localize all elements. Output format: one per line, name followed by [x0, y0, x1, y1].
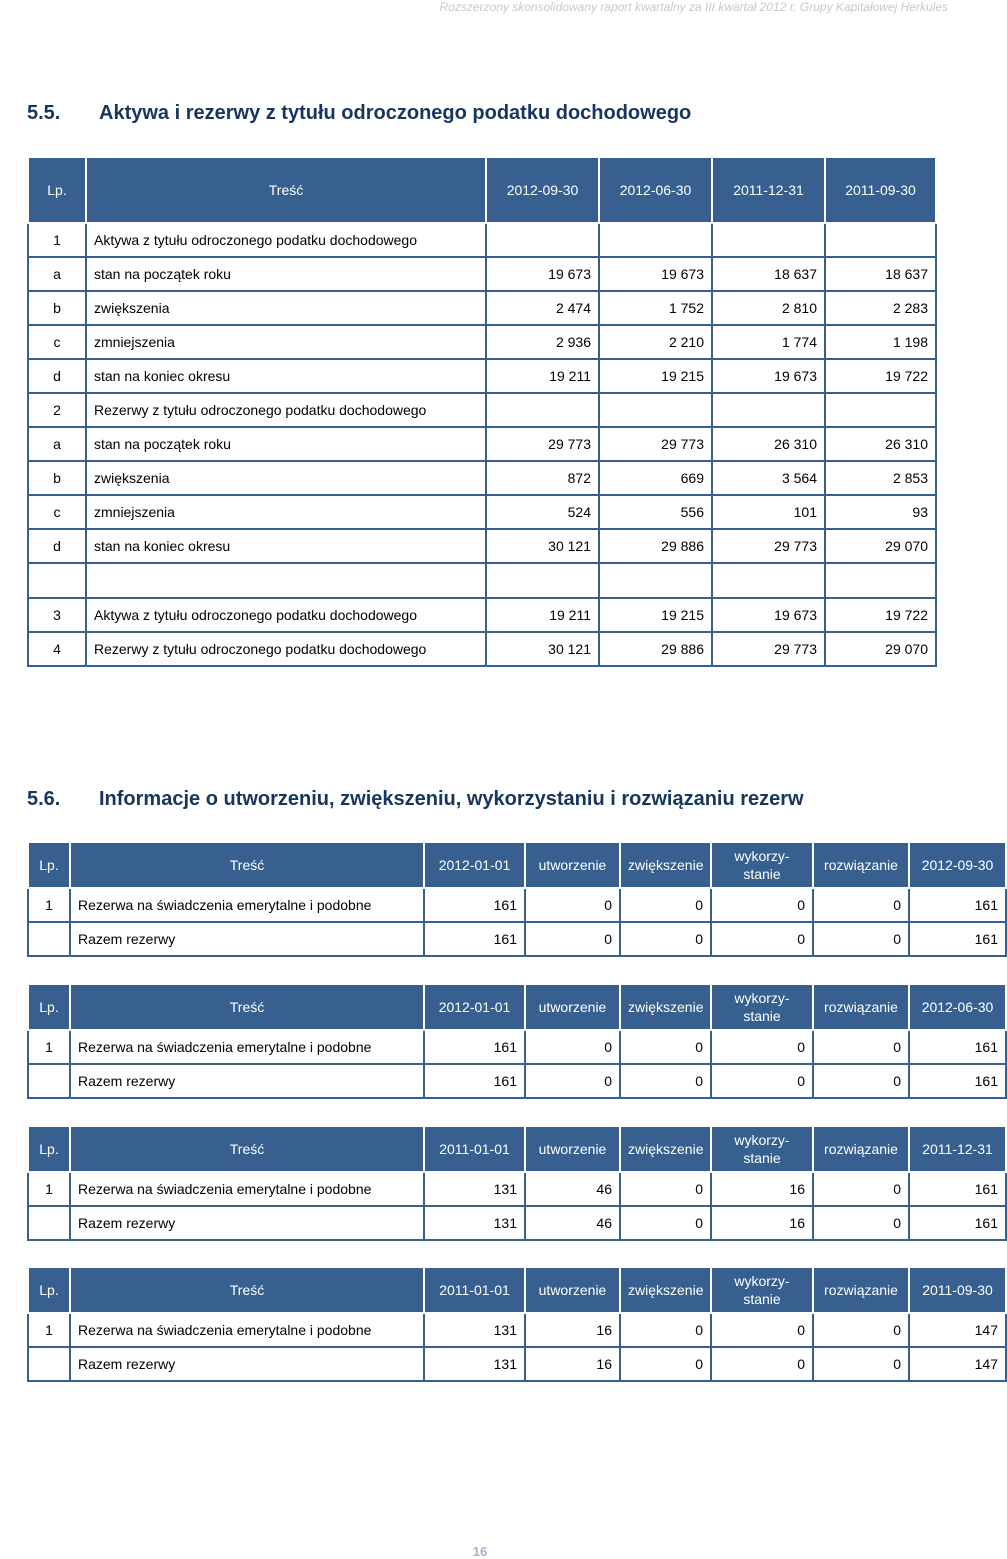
row-lp: 4 — [28, 632, 86, 666]
row-label: zwiększenia — [86, 291, 486, 325]
row-value: 2 810 — [712, 291, 825, 325]
header-cell: wykorzy-stanie — [711, 985, 813, 1030]
header-cell: rozwiązanie — [813, 1127, 909, 1172]
table-row — [28, 325, 936, 359]
row-label: stan na początek roku — [86, 427, 486, 461]
row-value: 0 — [711, 1064, 813, 1098]
row-value — [825, 223, 936, 257]
header-cell: Treść — [70, 985, 424, 1030]
row-value: 0 — [711, 1030, 813, 1064]
row-value — [486, 223, 599, 257]
row-value: 29 070 — [825, 529, 936, 563]
provisions-table — [27, 985, 1007, 1099]
header-cell: Treść — [70, 843, 424, 888]
row-label: Rezerwy z tytułu odroczonego podatku dochodowego — [86, 632, 486, 666]
header-lp: Lp. — [28, 158, 86, 223]
row-lp: d — [28, 529, 86, 563]
header-cell: Lp. — [28, 985, 70, 1030]
section-number: 5.6. — [27, 788, 61, 810]
row-value: 2 283 — [825, 291, 936, 325]
row-value: 46 — [525, 1172, 620, 1206]
table-row — [28, 427, 936, 461]
row-value: 19 211 — [486, 359, 599, 393]
row-label: stan na koniec okresu — [86, 359, 486, 393]
table-row — [28, 563, 936, 598]
header-cell: zwiększenie — [620, 985, 711, 1030]
row-value: 19 673 — [486, 257, 599, 291]
row-label: Rezerwy z tytułu odroczonego podatku dochodowego — [86, 393, 486, 427]
row-label: zmniejszenia — [86, 495, 486, 529]
row-value: 0 — [813, 1030, 909, 1064]
row-value: 147 — [909, 1347, 1006, 1381]
row-value: 0 — [813, 1064, 909, 1098]
header-cell: 2012-09-30 — [909, 843, 1006, 888]
table-row — [28, 223, 936, 257]
row-value — [712, 393, 825, 427]
row-label: Razem rezerwy — [70, 1064, 424, 1098]
row-value: 19 673 — [599, 257, 712, 291]
table-row — [28, 359, 936, 393]
row-value: 19 722 — [825, 359, 936, 393]
header-cell: zwiększenie — [620, 1127, 711, 1172]
table-header-row — [28, 158, 936, 223]
row-value: 0 — [620, 1313, 711, 1347]
row-label: Razem rezerwy — [70, 1206, 424, 1240]
header-date: 2011-12-31 — [712, 158, 825, 223]
row-value: 161 — [909, 888, 1006, 922]
row-value: 0 — [711, 1313, 813, 1347]
row-value: 131 — [424, 1313, 525, 1347]
row-lp: 2 — [28, 393, 86, 427]
row-lp: a — [28, 257, 86, 291]
row-value: 2 853 — [825, 461, 936, 495]
table-row — [28, 1347, 1006, 1381]
table-row — [28, 1172, 1006, 1206]
table-row — [28, 632, 936, 666]
table-row — [28, 495, 936, 529]
row-lp — [28, 563, 86, 598]
row-value: 0 — [813, 1206, 909, 1240]
row-value — [486, 393, 599, 427]
row-label: Rezerwa na świadczenia emerytalne i podobne — [70, 1313, 424, 1347]
row-value: 0 — [711, 888, 813, 922]
row-value: 19 215 — [599, 598, 712, 632]
header-cell: 2011-01-01 — [424, 1268, 525, 1313]
table-row — [28, 1064, 1006, 1098]
row-label: Aktywa z tytułu odroczonego podatku dochodowego — [86, 598, 486, 632]
row-label: Razem rezerwy — [70, 922, 424, 956]
row-value — [712, 563, 825, 598]
table-row — [28, 888, 1006, 922]
row-lp: b — [28, 461, 86, 495]
header-cell: utworzenie — [525, 1127, 620, 1172]
row-value: 0 — [525, 888, 620, 922]
row-value: 16 — [525, 1313, 620, 1347]
table-row — [28, 1206, 1006, 1240]
row-value: 101 — [712, 495, 825, 529]
header-cell: 2012-01-01 — [424, 843, 525, 888]
row-value: 0 — [620, 1347, 711, 1381]
row-value: 161 — [909, 1064, 1006, 1098]
header-cell: 2011-12-31 — [909, 1127, 1006, 1172]
header-cell: 2011-01-01 — [424, 1127, 525, 1172]
header-cell: wykorzy-stanie — [711, 1268, 813, 1313]
row-value: 19 722 — [825, 598, 936, 632]
row-lp: 3 — [28, 598, 86, 632]
table-header-row — [28, 843, 1006, 888]
row-value: 26 310 — [712, 427, 825, 461]
table-row — [28, 257, 936, 291]
row-value: 46 — [525, 1206, 620, 1240]
header-cell: rozwiązanie — [813, 1268, 909, 1313]
row-value: 19 215 — [599, 359, 712, 393]
row-value: 0 — [620, 1172, 711, 1206]
row-value: 3 564 — [712, 461, 825, 495]
row-lp: a — [28, 427, 86, 461]
row-value — [825, 393, 936, 427]
header-tresc: Treść — [86, 158, 486, 223]
header-cell: zwiększenie — [620, 843, 711, 888]
row-value: 1 198 — [825, 325, 936, 359]
row-value: 161 — [909, 1172, 1006, 1206]
row-value: 1 774 — [712, 325, 825, 359]
row-lp — [28, 922, 70, 956]
provisions-table — [27, 843, 1007, 957]
row-label: zmniejszenia — [86, 325, 486, 359]
page-number: 16 — [472, 1544, 488, 1559]
row-value: 18 637 — [825, 257, 936, 291]
row-lp: 1 — [28, 888, 70, 922]
row-value: 1 752 — [599, 291, 712, 325]
header-cell: 2012-01-01 — [424, 985, 525, 1030]
header-cell: rozwiązanie — [813, 843, 909, 888]
row-value: 16 — [711, 1172, 813, 1206]
row-lp: c — [28, 325, 86, 359]
row-value: 556 — [599, 495, 712, 529]
row-value: 26 310 — [825, 427, 936, 461]
row-value: 29 886 — [599, 529, 712, 563]
header-cell: wykorzy-stanie — [711, 1127, 813, 1172]
section-number: 5.5. — [27, 102, 61, 124]
row-label: Rezerwa na świadczenia emerytalne i podobne — [70, 888, 424, 922]
row-value: 0 — [620, 1064, 711, 1098]
row-label: zwiększenia — [86, 461, 486, 495]
row-lp — [28, 1206, 70, 1240]
row-label: Aktywa z tytułu odroczonego podatku dochodowego — [86, 223, 486, 257]
row-value: 0 — [525, 1064, 620, 1098]
row-value — [712, 223, 825, 257]
row-value: 2 210 — [599, 325, 712, 359]
row-lp: 1 — [28, 1313, 70, 1347]
row-value: 0 — [813, 888, 909, 922]
header-cell: 2012-06-30 — [909, 985, 1006, 1030]
row-value: 29 773 — [486, 427, 599, 461]
header-cell: Lp. — [28, 1268, 70, 1313]
row-value: 0 — [813, 1313, 909, 1347]
row-lp: d — [28, 359, 86, 393]
row-value: 0 — [813, 1172, 909, 1206]
row-value: 29 773 — [712, 632, 825, 666]
row-value: 29 070 — [825, 632, 936, 666]
row-value: 131 — [424, 1172, 525, 1206]
row-value — [599, 393, 712, 427]
row-value: 2 474 — [486, 291, 599, 325]
row-value: 0 — [525, 922, 620, 956]
row-value: 30 121 — [486, 632, 599, 666]
deferred-tax-table — [27, 158, 937, 667]
table-row — [28, 461, 936, 495]
row-value: 0 — [620, 922, 711, 956]
header-cell: Lp. — [28, 843, 70, 888]
row-value: 29 773 — [599, 427, 712, 461]
row-label: stan na początek roku — [86, 257, 486, 291]
table-row — [28, 922, 1006, 956]
row-value — [599, 223, 712, 257]
row-value: 0 — [620, 888, 711, 922]
row-value — [599, 563, 712, 598]
row-value: 147 — [909, 1313, 1006, 1347]
row-value: 161 — [424, 888, 525, 922]
row-value: 0 — [620, 1206, 711, 1240]
row-value: 2 936 — [486, 325, 599, 359]
row-value: 0 — [525, 1030, 620, 1064]
section-title-text: Informacje o utworzeniu, zwiększeniu, wykorzystaniu i rozwiązaniu rezerw — [99, 788, 804, 810]
table-row — [28, 393, 936, 427]
table-row — [28, 1313, 1006, 1347]
row-value: 16 — [525, 1347, 620, 1381]
row-value: 161 — [424, 922, 525, 956]
row-value: 0 — [711, 922, 813, 956]
row-label: Rezerwa na świadczenia emerytalne i podobne — [70, 1172, 424, 1206]
header-date: 2011-09-30 — [825, 158, 936, 223]
header-cell: Treść — [70, 1127, 424, 1172]
provisions-table — [27, 1127, 1007, 1241]
row-value: 161 — [424, 1064, 525, 1098]
row-value: 669 — [599, 461, 712, 495]
table-header-row — [28, 985, 1006, 1030]
header-cell: wykorzy-stanie — [711, 843, 813, 888]
row-value: 524 — [486, 495, 599, 529]
section-title-text: Aktywa i rezerwy z tytułu odroczonego podatku dochodowego — [99, 102, 692, 124]
row-value: 29 773 — [712, 529, 825, 563]
header-cell: zwiększenie — [620, 1268, 711, 1313]
row-value — [486, 563, 599, 598]
row-value: 19 211 — [486, 598, 599, 632]
row-value: 0 — [711, 1347, 813, 1381]
row-lp: c — [28, 495, 86, 529]
row-value: 30 121 — [486, 529, 599, 563]
header-cell: 2011-09-30 — [909, 1268, 1006, 1313]
row-value: 872 — [486, 461, 599, 495]
header-cell: utworzenie — [525, 1268, 620, 1313]
row-value: 93 — [825, 495, 936, 529]
row-value: 19 673 — [712, 598, 825, 632]
provisions-table — [27, 1268, 1007, 1382]
row-value — [825, 563, 936, 598]
row-value: 18 637 — [712, 257, 825, 291]
header-cell: rozwiązanie — [813, 985, 909, 1030]
row-value: 161 — [909, 1030, 1006, 1064]
row-value: 161 — [909, 922, 1006, 956]
row-value: 161 — [424, 1030, 525, 1064]
row-value: 0 — [813, 922, 909, 956]
table-row — [28, 1030, 1006, 1064]
header-cell: Treść — [70, 1268, 424, 1313]
section-title-5-5 — [27, 102, 691, 125]
row-value: 131 — [424, 1347, 525, 1381]
row-value: 16 — [711, 1206, 813, 1240]
table-row — [28, 529, 936, 563]
row-label — [86, 563, 486, 598]
table-row — [28, 291, 936, 325]
row-lp: 1 — [28, 223, 86, 257]
header-date: 2012-06-30 — [599, 158, 712, 223]
running-header: Rozszerzony skonsolidowany raport kwartalny za III kwartał 2012 r. Grupy Kapitałowej Herkules — [439, 0, 948, 14]
header-date: 2012-09-30 — [486, 158, 599, 223]
row-lp: b — [28, 291, 86, 325]
row-value: 161 — [909, 1206, 1006, 1240]
table-header-row — [28, 1127, 1006, 1172]
table-row — [28, 598, 936, 632]
section-title-5-6 — [27, 788, 804, 811]
row-value: 0 — [620, 1030, 711, 1064]
row-lp — [28, 1347, 70, 1381]
row-lp: 1 — [28, 1030, 70, 1064]
row-lp — [28, 1064, 70, 1098]
row-label: Razem rezerwy — [70, 1347, 424, 1381]
row-label: stan na koniec okresu — [86, 529, 486, 563]
row-value: 131 — [424, 1206, 525, 1240]
row-value: 29 886 — [599, 632, 712, 666]
header-cell: utworzenie — [525, 843, 620, 888]
row-value: 0 — [813, 1347, 909, 1381]
row-value: 19 673 — [712, 359, 825, 393]
table-header-row — [28, 1268, 1006, 1313]
row-label: Rezerwa na świadczenia emerytalne i podobne — [70, 1030, 424, 1064]
header-cell: utworzenie — [525, 985, 620, 1030]
row-lp: 1 — [28, 1172, 70, 1206]
header-cell: Lp. — [28, 1127, 70, 1172]
